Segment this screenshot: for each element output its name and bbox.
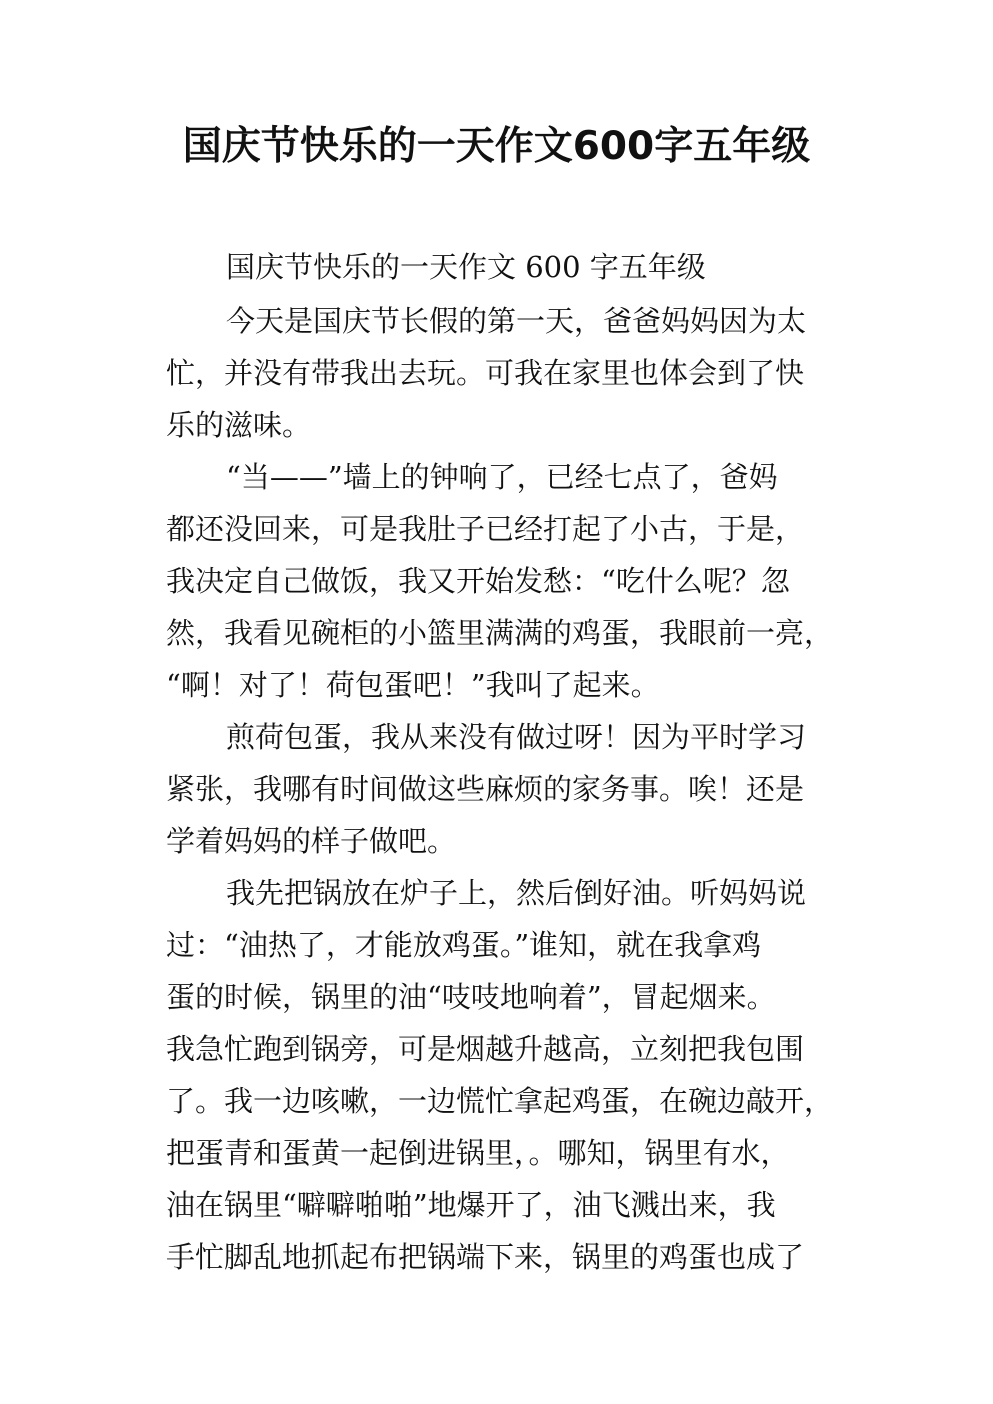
body-line-13: 我先把锅放在炉子上，然后倒好油。听妈妈说: [226, 876, 807, 910]
body-line-7: 我决定自己做饭，我又开始发愁：“吃什么呢？忽: [166, 564, 790, 598]
body-line-18: 把蛋青和蛋黄一起倒进锅里，。哪知，锅里有水，: [166, 1136, 790, 1170]
body-line-6: 都还没回来，可是我肚子已经打起了小古，于是，: [166, 512, 805, 546]
body-line-15: 蛋的时候，锅里的油“吱吱地响着”，冒起烟来。: [166, 980, 776, 1014]
body-line-1: 国庆节快乐的一天作文 600 字五年级: [226, 250, 706, 284]
body-line-3: 忙，并没有带我出去玩。可我在家里也体会到了快: [166, 356, 805, 390]
body-line-10: 煎荷包蛋，我从来没有做过呀！因为平时学习: [226, 720, 807, 754]
body-line-9: “啊！对了！荷包蛋吧！”我叫了起来。: [166, 668, 660, 702]
body-line-20: 手忙脚乱地抓起布把锅端下来，锅里的鸡蛋也成了: [166, 1240, 805, 1274]
body-line-8: 然，我看见碗柜的小篮里满满的鸡蛋，我眼前一亮，: [166, 616, 834, 650]
document-title: 国庆节快乐的一天作文600字五年级: [182, 124, 811, 169]
body-line-5: “当——”墙上的钟响了，已经七点了，爸妈: [226, 460, 778, 494]
body-line-4: 乐的滋味。: [166, 408, 312, 442]
body-line-16: 我急忙跑到锅旁，可是烟越升越高，立刻把我包围: [166, 1032, 805, 1066]
body-line-12: 学着妈妈的样子做吧。: [166, 824, 457, 858]
body-line-14: 过：“油热了，才能放鸡蛋。”谁知，就在我拿鸡: [166, 928, 762, 962]
body-line-11: 紧张，我哪有时间做这些麻烦的家务事。唉！还是: [166, 772, 805, 806]
body-line-2: 今天是国庆节长假的第一天，爸爸妈妈因为太: [226, 304, 807, 338]
body-line-17: 了。我一边咳嗽，一边慌忙拿起鸡蛋，在碗边敲开，: [166, 1084, 834, 1118]
body-line-19: 油在锅里“噼噼啪啪”地爆开了，油飞溅出来，我: [166, 1188, 776, 1222]
